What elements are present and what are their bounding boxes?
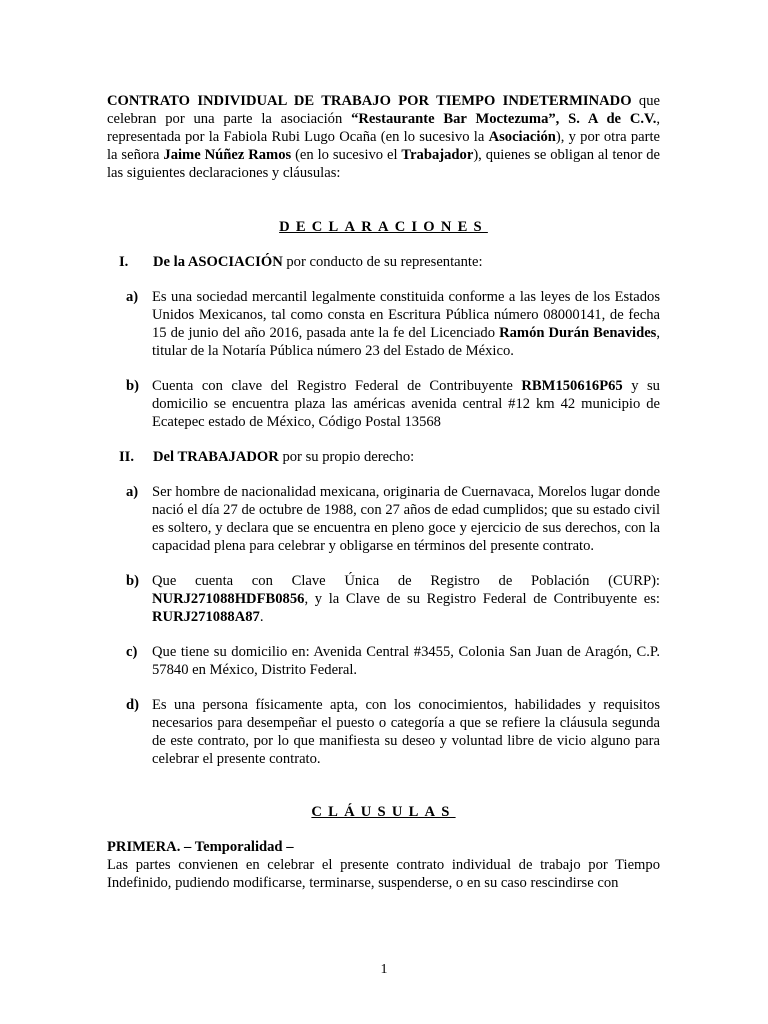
section-heading: De la ASOCIACIÓN	[153, 254, 283, 270]
notary-name: Ramón Durán Benavides	[499, 325, 657, 341]
item-text: Ser hombre de nacionalidad mexicana, originaria de Cuernavaca, Morelos lugar donde nació el día 27 de octubre de 1988, con 27 años de edad cumplidos; que su estado civil es soltero, y declara que se encuentra en pleno goce y ejercicio de sus derechos, con la capacidad plena para celebrar y obligarse en términos del presente contrato.	[152, 484, 660, 554]
intro-text: ), quienes se obligan al tenor de las siguientes declaraciones y cláusulas:	[107, 147, 660, 181]
rfc-code: RBM150616P65	[521, 378, 623, 394]
item-label: b)	[126, 573, 139, 589]
intro-text: que celebran por una parte la asociación	[107, 93, 660, 127]
item-text: .	[259, 609, 264, 625]
declaration-item	[107, 572, 660, 626]
section-heading: Del TRABAJADOR	[153, 449, 279, 465]
page-number: 1	[380, 962, 388, 977]
asociacion-term: Asociación	[488, 129, 556, 145]
document-page	[107, 92, 660, 892]
curp-code: NURJ271088HDFB0856	[152, 591, 305, 607]
item-text: , y la Clave de su Registro Federal de Contribuyente es:	[304, 591, 660, 607]
item-text: , titular de la Notaría Pública número 23 del Estado de México.	[152, 325, 661, 359]
item-label: a)	[126, 289, 139, 305]
worker-rfc-code: RURJ271088A87	[152, 609, 260, 625]
section-text: por conducto de su representante:	[282, 254, 483, 270]
trabajador-term: Trabajador	[401, 147, 474, 163]
intro-text: , representada por la Fabiola Rubi Lugo Ocaña (en lo sucesivo la	[107, 111, 660, 145]
intro-text: ), y por otra parte la señora	[107, 129, 661, 163]
declaration-item	[107, 377, 660, 431]
item-label: c)	[126, 644, 138, 660]
item-text: y su domicilio se encuentra plaza las américas avenida central #12 km 42 municipio de Ecatepec estado de México, Código Postal 13568	[152, 378, 660, 430]
item-text: Que tiene su domicilio en: Avenida Central #3455, Colonia San Juan de Aragón, C.P. 57840 en México, Distrito Federal.	[152, 644, 660, 678]
clause-text: Las partes convienen en celebrar el presente contrato individual de trabajo por Tiempo Indefinido, pudiendo modificarse, terminarse, suspenderse, o en su caso rescindirse con	[107, 857, 660, 891]
item-text: Cuenta con clave del Registro Federal de Contribuyente	[152, 378, 522, 394]
contract-title: CONTRATO INDIVIDUAL DE TRABAJO POR TIEMPO INDETERMINADO	[107, 93, 632, 109]
worker-name: Jaime Núñez Ramos	[163, 147, 292, 163]
company-name: “Restaurante Bar Moctezuma”, S. A de C.V.	[351, 111, 657, 127]
intro-paragraph	[107, 92, 660, 182]
declaration-item	[107, 483, 660, 555]
section-text: por su propio derecho:	[278, 449, 415, 465]
section-number: I.	[119, 254, 129, 270]
intro-text: (en lo sucesivo el	[291, 147, 402, 163]
declaraciones-heading: DECLARACIONES	[279, 219, 488, 235]
section-asociacion	[107, 253, 660, 271]
clausulas-heading: CLÁUSULAS	[311, 804, 456, 820]
section-trabajador	[107, 448, 660, 466]
declaration-item	[107, 696, 660, 768]
clause-heading: PRIMERA. – Temporalidad –	[107, 839, 294, 855]
item-label: b)	[126, 378, 139, 394]
declaration-item	[107, 643, 660, 679]
item-text: Es una persona físicamente apta, con los conocimientos, habilidades y requisitos necesarios para desempeñar el puesto o categoría a que se refiere la cláusula segunda de este contrato, por lo que manifiesta su deseo y voluntad libre de vicio alguno para celebrar el presente contrato.	[152, 697, 660, 767]
section-number: II.	[119, 449, 135, 465]
item-text: Es una sociedad mercantil legalmente constituida conforme a las leyes de los Estados Unidos Mexicanos, tal como consta en Escritura Pública número 08000141, de fecha 15 de junio del año 2016, pasada ante la fe del Licenciado	[152, 289, 660, 341]
item-label: a)	[126, 484, 139, 500]
item-text: Que cuenta con Clave Única de Registro de Población (CURP):	[152, 573, 660, 589]
declaration-item	[107, 288, 660, 360]
item-label: d)	[126, 697, 139, 713]
